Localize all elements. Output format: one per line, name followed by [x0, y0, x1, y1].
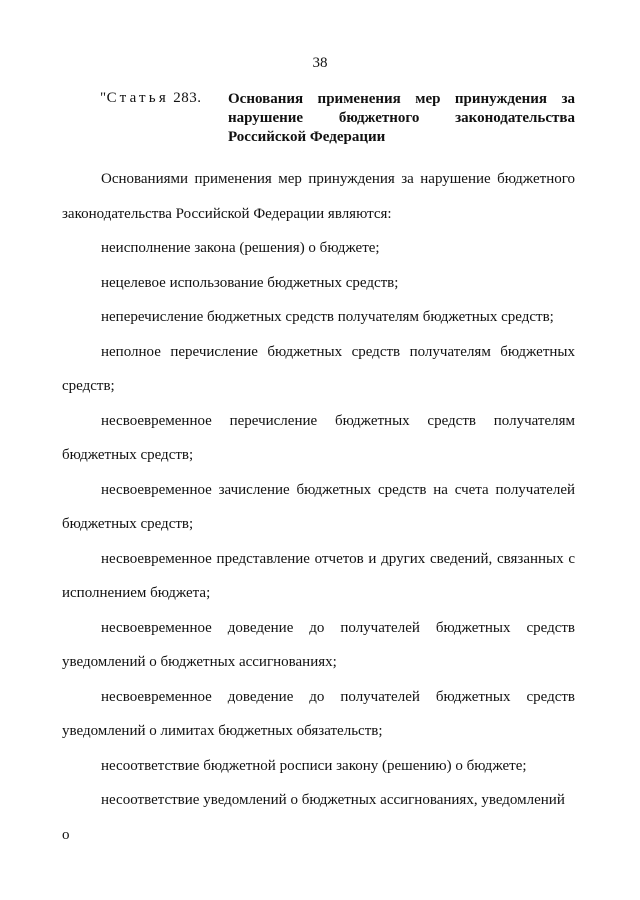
list-item: несвоевременное доведение до получателей бюджетных средств уведомлений о лимитах бюджетных обязательств; — [62, 688, 575, 739]
list-item: несвоевременное представление отчетов и других сведений, связанных с исполнением бюджета; — [62, 550, 575, 601]
list-item: неполное перечисление бюджетных средств получателям бюджетных средств; — [62, 343, 575, 394]
article-title — [228, 90, 575, 147]
article-number: 283. — [168, 90, 202, 106]
list-item: несвоевременное доведение до получателей бюджетных средств уведомлений о бюджетных ассигнованиях; — [62, 619, 575, 670]
list-item: несвоевременное перечисление бюджетных средств получателям бюджетных средств; — [62, 412, 575, 463]
article-body — [62, 162, 575, 852]
list-item: несоответствие уведомлений о бюджетных ассигнованиях, уведомлений о — [62, 792, 565, 843]
article-title-line: нарушение бюджетного законодательства — [228, 110, 575, 126]
article-word: Статья — [106, 90, 169, 106]
list-item: несвоевременное зачисление бюджетных средств на счета получателей бюджетных средств; — [62, 481, 575, 532]
list-item: неисполнение закона (решения) о бюджете; — [101, 240, 380, 256]
page-number: 38 — [312, 55, 328, 71]
opening-quote: " — [100, 90, 107, 106]
article-label — [100, 90, 201, 107]
list-item: несоответствие бюджетной росписи закону (решению) о бюджете; — [101, 757, 527, 774]
article-title-line: Российской Федерации — [228, 129, 386, 145]
list-item: неперечисление бюджетных средств получателям бюджетных средств; — [101, 309, 554, 325]
article-title-line: Основания применения мер принуждения за — [228, 91, 575, 107]
intro-paragraph: Основаниями применения мер принуждения за нарушение бюджетного законодательства Российской Федерации являются: — [62, 171, 575, 222]
list-item: нецелевое использование бюджетных средств; — [101, 274, 399, 291]
